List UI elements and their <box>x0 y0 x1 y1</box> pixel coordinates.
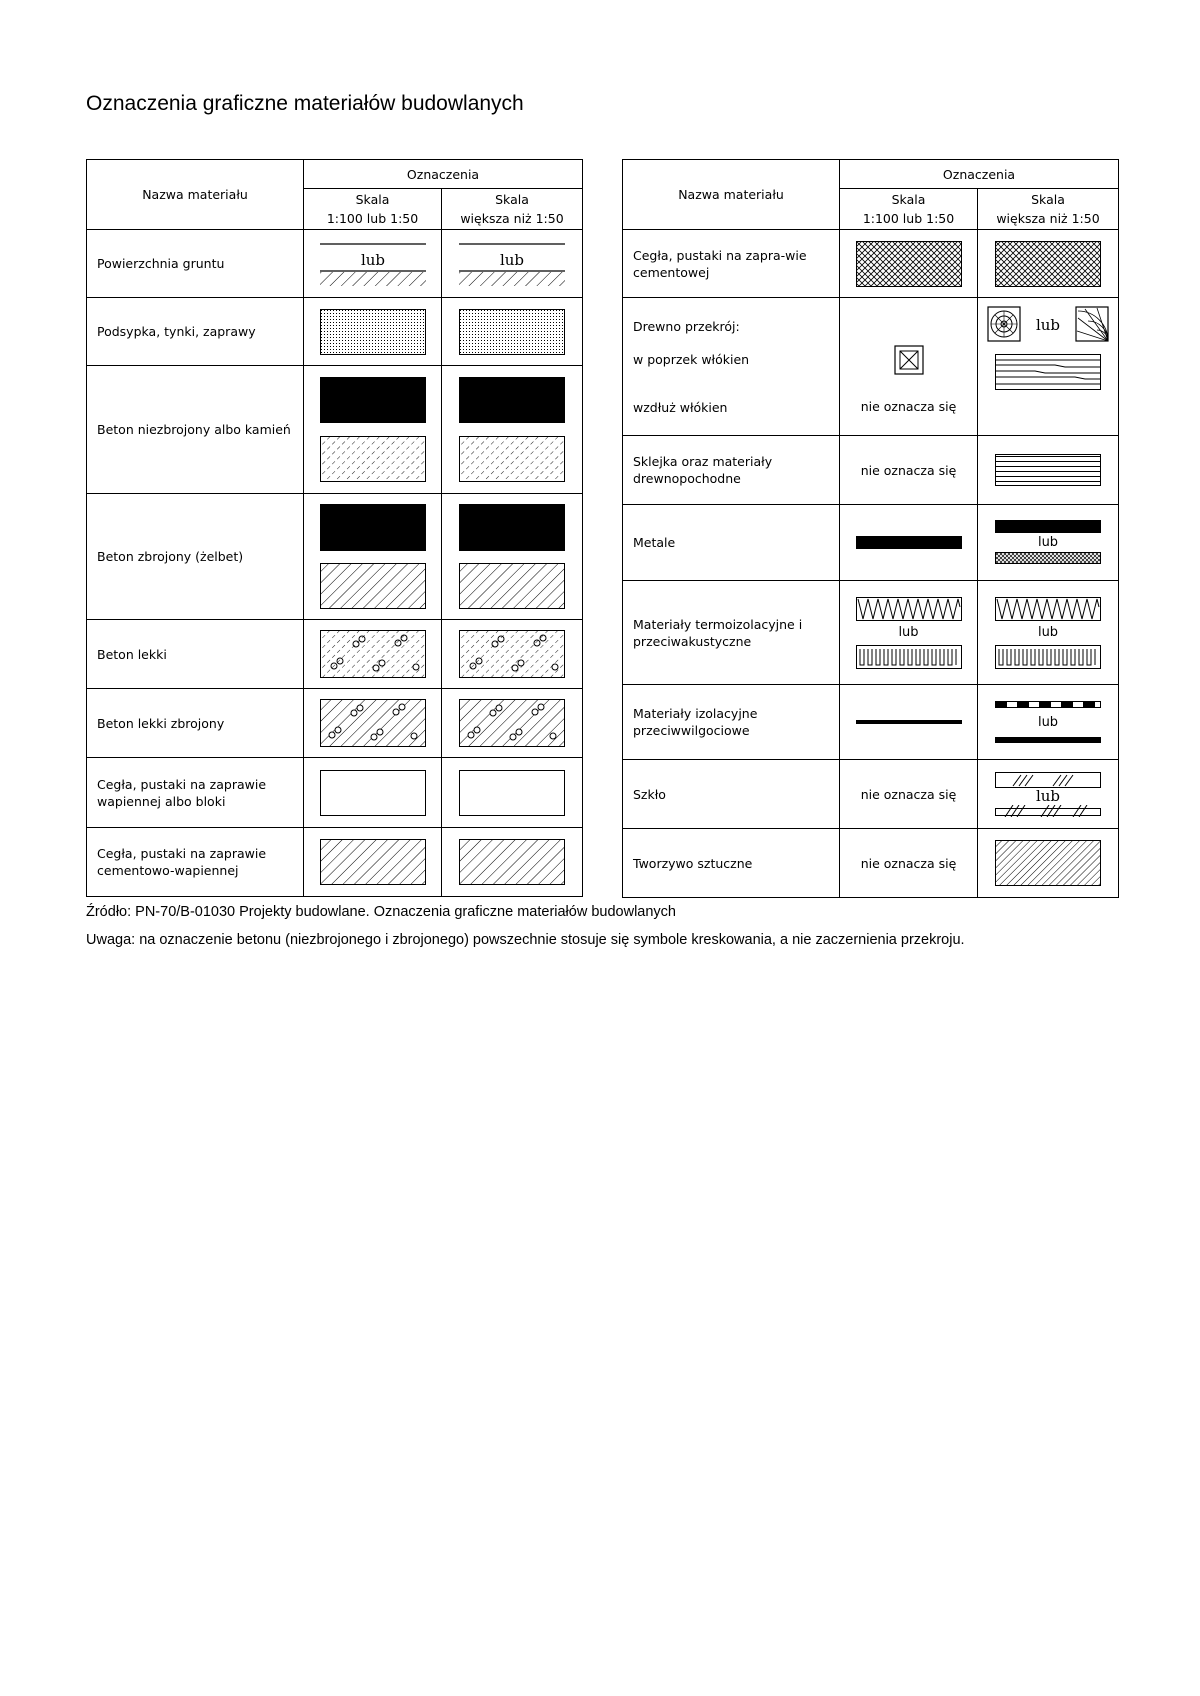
not-marked-label: nie oznacza się <box>840 829 978 898</box>
light-reinforced-concrete-symbol <box>442 689 583 758</box>
concrete-symbol <box>304 366 442 494</box>
row-subname: w poprzek włókien <box>633 352 750 367</box>
row-name: Beton zbrojony (żelbet) <box>87 494 304 620</box>
row-name: Szkło <box>623 760 840 829</box>
row-name: Beton lekki <box>87 620 304 689</box>
header-scale-2: Skala większa niż 1:50 <box>442 189 583 230</box>
metal-symbol <box>840 505 978 581</box>
wood-radial-icon <box>1075 306 1109 342</box>
svg-text:lub: lub <box>499 250 525 269</box>
dotted-symbol <box>304 298 442 366</box>
row-name: Cegła, pustaki na zaprawie cementowo-wapiennej <box>87 828 304 897</box>
row-name: Sklejka oraz materiały drewnopochodne <box>623 436 840 505</box>
wood-longitudinal-icon <box>995 354 1101 390</box>
right-materials-table <box>622 159 1119 898</box>
insulation-symbol: lub <box>840 581 978 685</box>
plastic-symbol <box>978 829 1119 898</box>
row-name: Drewno przekrój: <box>633 319 740 334</box>
reinforced-concrete-symbol <box>304 494 442 620</box>
wood-row-names <box>623 298 840 436</box>
light-concrete-symbol <box>304 620 442 689</box>
header-scale-2: Skala większa niż 1:50 <box>978 189 1119 230</box>
row-subname: wzdłuż włókien <box>633 400 728 415</box>
remark-note: Uwaga: na oznaczenie betonu (niezbrojonego i zbrojonego) powszechnie stosuje się symbole kreskowania, a nie zaczernienia przekroju. <box>86 932 965 948</box>
crosshatch-symbol <box>840 230 978 298</box>
header-scale-1: Skala 1:100 lub 1:50 <box>304 189 442 230</box>
row-name: Beton niezbrojony albo kamień <box>87 366 304 494</box>
source-note: Źródło: PN-70/B-01030 Projekty budowlane. Oznaczenia graficzne materiałów budowlanych <box>86 904 676 920</box>
row-name: Tworzywo sztuczne <box>623 829 840 898</box>
reinforced-concrete-symbol <box>442 494 583 620</box>
light-concrete-symbol <box>442 620 583 689</box>
glass-symbol: lub <box>978 760 1119 829</box>
hatched-rect-symbol <box>442 828 583 897</box>
row-name: Metale <box>623 505 840 581</box>
row-name: Cegła, pustaki na zapra-wie cementowej <box>623 230 840 298</box>
svg-text:lub: lub <box>360 250 385 269</box>
not-marked-label: nie oznacza się <box>840 760 978 829</box>
light-reinforced-concrete-symbol <box>304 689 442 758</box>
damp-proof-symbol: lub <box>978 685 1119 760</box>
hatched-rect-symbol <box>304 828 442 897</box>
wood-symbol-small <box>840 298 978 436</box>
row-name: Beton lekki zbrojony <box>87 689 304 758</box>
page-title: Oznaczenia graficzne materiałów budowlanych <box>86 92 524 115</box>
ground-symbol <box>304 230 442 298</box>
ground-symbol <box>442 230 583 298</box>
dotted-symbol <box>442 298 583 366</box>
wood-rings-icon <box>987 306 1021 342</box>
left-materials-table <box>86 159 583 897</box>
header-scale-1: Skala 1:100 lub 1:50 <box>840 189 978 230</box>
plywood-symbol <box>978 436 1119 505</box>
crosshatch-symbol <box>978 230 1119 298</box>
concrete-symbol <box>442 366 583 494</box>
insulation-symbol: lub <box>978 581 1119 685</box>
header-name-col: Nazwa materiału <box>623 160 840 230</box>
row-name: Podsypka, tynki, zaprawy <box>87 298 304 366</box>
wood-symbol-large: lub <box>978 298 1119 436</box>
header-oznaczenia: Oznaczenia <box>840 160 1119 189</box>
row-name: Powierzchnia gruntu <box>87 230 304 298</box>
header-oznaczenia: Oznaczenia <box>304 160 583 189</box>
header-name-col: Nazwa materiału <box>87 160 304 230</box>
row-name: Cegła, pustaki na zaprawie wapiennej albo bloki <box>87 758 304 828</box>
not-marked-label: nie oznacza się <box>860 399 957 414</box>
damp-proof-symbol <box>840 685 978 760</box>
row-name: Materiały termoizolacyjne i przeciwakustyczne <box>623 581 840 685</box>
metal-symbol: lub <box>978 505 1119 581</box>
empty-rect-symbol <box>442 758 583 828</box>
row-name: Materiały izolacyjne przeciwwilgociowe <box>623 685 840 760</box>
not-marked-label: nie oznacza się <box>840 436 978 505</box>
empty-rect-symbol <box>304 758 442 828</box>
wood-cross-section-icon <box>894 345 924 375</box>
